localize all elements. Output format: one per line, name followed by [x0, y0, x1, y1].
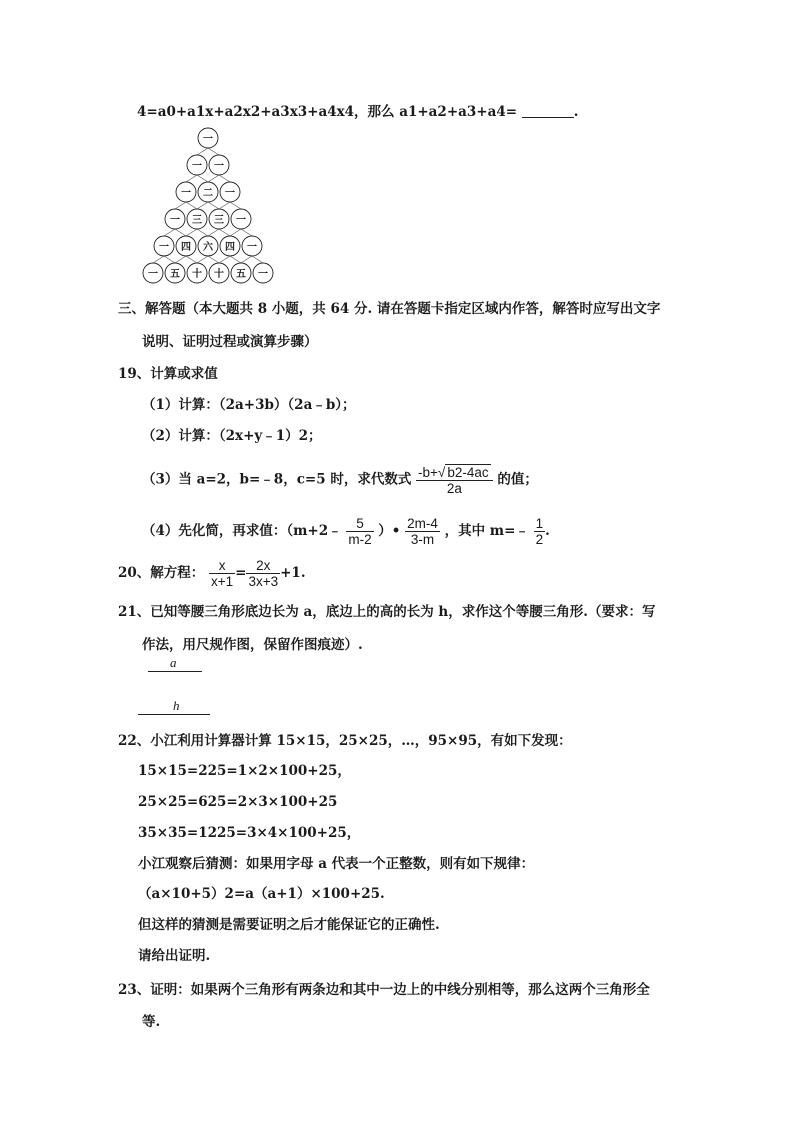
q19-part4-f1-den: m-2 [348, 532, 372, 547]
q20-fraction2 [246, 558, 280, 589]
q19-part3 [142, 464, 538, 496]
triangle-number: 一 [181, 187, 191, 199]
q19-part4-f3-den: 2 [535, 532, 544, 547]
q19-part3-denominator: 2a [446, 481, 462, 496]
q19-part3-numerator [416, 464, 493, 481]
triangle-connector [175, 256, 186, 263]
triangle-connector [252, 256, 263, 263]
triangle-connector [175, 229, 186, 236]
q19-part4-fraction2 [405, 516, 440, 547]
sqrt-icon: √ [437, 465, 446, 480]
triangle-number: 六 [203, 241, 213, 253]
number-triangle-figure [138, 124, 288, 294]
triangle-connector [186, 256, 197, 263]
q19-part4-prefix: （4）先化简，再求值：（m+2﹣ [142, 523, 342, 539]
q22-line8: 请给出证明. [138, 948, 211, 964]
triangle-connector [241, 229, 252, 236]
triangle-connector [197, 148, 208, 155]
triangle-number: 一 [170, 214, 180, 226]
q19-part4-f1-num: 5 [346, 516, 373, 532]
triangle-connector [175, 202, 186, 209]
q18-formula: 4=a0+a1x+a2x2+a3x3+a4x4，那么 a1+a2+a3+a4= [137, 104, 518, 120]
triangle-number: 二 [203, 187, 213, 199]
q19-part3-radicand: b2-4ac [447, 465, 489, 480]
q22-line5: 小江观察后猜测：如果用字母 a 代表一个正整数，则有如下规律： [138, 856, 535, 872]
triangle-number: 四 [181, 241, 191, 253]
triangle-number: 一 [159, 241, 169, 253]
q21-line1: 21、已知等腰三角形底边长为 a，底边上的高的长为 h，求作这个等腰三角形.（要求：写 [118, 604, 656, 620]
triangle-connector [208, 202, 219, 209]
triangle-connector [230, 229, 241, 236]
q20-f2-den: 3x+3 [248, 574, 279, 589]
q20-line [118, 558, 306, 589]
q19-part4-suffix: ，其中 m=﹣ [444, 523, 529, 539]
triangle-number: 一 [247, 241, 257, 253]
q20-suffix: +1. [280, 565, 306, 581]
triangle-connector [241, 256, 252, 263]
q19-part2: （2）计算：（2x+y﹣1）2； [142, 428, 322, 444]
triangle-connector [186, 202, 197, 209]
triangle-connector [230, 256, 241, 263]
triangle-number: 五 [170, 268, 180, 280]
q19-part4-f2-den: 3-m [410, 532, 435, 547]
triangle-connector [197, 175, 208, 182]
triangle-connector [230, 202, 241, 209]
triangle-connector [219, 256, 230, 263]
q22-line6: （a×10+5）2=a（a+1）×100+25. [138, 886, 385, 902]
triangle-connector [164, 256, 175, 263]
triangle-connector [164, 229, 175, 236]
q19-part3-num-a: -b+ [418, 465, 438, 480]
q20-fraction1 [209, 558, 235, 589]
triangle-number: 一 [214, 160, 224, 172]
q19-part3-prefix: （3）当 a=2，b=﹣8，c=5 时，求代数式 [142, 471, 412, 488]
triangle-number: 一 [203, 133, 213, 145]
q23-line1: 23、证明：如果两个三角形有两条边和其中一边上的中线分别相等，那么这两个三角形全 [118, 982, 650, 998]
q19-part4-end: . [545, 523, 550, 539]
triangle-connector [186, 175, 197, 182]
triangle-connector [219, 229, 230, 236]
triangle-connector [208, 175, 219, 182]
section3-heading-line2: 说明、证明过程或演算步骤） [142, 334, 318, 350]
triangle-number: 十 [214, 268, 224, 280]
triangle-number: 四 [225, 241, 235, 253]
q19-part4-mid: ）• [378, 523, 401, 539]
triangle-connector [153, 256, 164, 263]
q20-f1-num: x [209, 558, 235, 574]
q21-line2: 作法，用尺规作图，保留作图痕迹）. [142, 637, 363, 653]
triangle-number: 一 [192, 160, 202, 172]
q19-part4 [142, 516, 550, 547]
triangle-number: 三 [214, 214, 224, 226]
segment-h-label: h [173, 698, 180, 713]
q23-line2: 等. [142, 1014, 161, 1030]
q22-line1: 22、小江利用计算器计算 15×15，25×25，…，95×95，有如下发现： [118, 733, 572, 749]
q19-part1: （1）计算：（2a+3b）（2a﹣b）； [142, 397, 356, 413]
q22-line3: 25×25=625=2×3×100+25 [138, 794, 338, 810]
q19-part4-fraction3 [534, 516, 546, 547]
triangle-connector [208, 256, 219, 263]
segment-h [138, 714, 210, 715]
q22-line7: 但这样的猜测是需要证明之后才能保证它的正确性. [138, 917, 440, 933]
q18-end: . [573, 104, 579, 120]
triangle-connector [208, 148, 219, 155]
triangle-connector [186, 229, 197, 236]
triangle-connector [197, 202, 208, 209]
triangle-number: 一 [236, 214, 246, 226]
q20-f1-den: x+1 [211, 574, 234, 589]
triangle-connector [197, 256, 208, 263]
q22-line2: 15×15=225=1×2×100+25， [138, 763, 351, 779]
triangle-number: 五 [236, 268, 246, 280]
q19-part4-fraction1 [346, 516, 373, 547]
triangle-number: 十 [192, 268, 202, 280]
q18-line [137, 103, 578, 121]
triangle-connector [219, 202, 230, 209]
triangle-connector [208, 229, 219, 236]
triangle-number: 一 [225, 187, 235, 199]
q18-answer-blank[interactable] [522, 105, 574, 118]
q19-part4-f2-num: 2m-4 [407, 516, 438, 531]
q19-part4-f3-num: 1 [535, 516, 544, 531]
q20-f2-num: 2x [246, 558, 280, 574]
q19-part3-fraction [416, 464, 493, 496]
triangle-number: 一 [148, 268, 158, 280]
q22-line4: 35×35=1225=3×4×100+25， [138, 825, 361, 841]
triangle-number: 一 [258, 268, 268, 280]
q19-title: 19、计算或求值 [118, 366, 218, 382]
section3-heading-line1: 三、解答题（本大题共 8 小题，共 64 分. 请在答题卡指定区域内作答，解答时应写出文字 [118, 301, 661, 317]
segment-a-label: a [170, 655, 177, 670]
q20-eq: = [235, 565, 247, 581]
segment-a [148, 671, 202, 672]
q20-prefix: 20、解方程： [118, 565, 205, 581]
q19-part3-suffix: 的值； [497, 471, 538, 488]
triangle-connector [197, 229, 208, 236]
triangle-connector [219, 175, 230, 182]
triangle-number: 三 [192, 214, 202, 226]
